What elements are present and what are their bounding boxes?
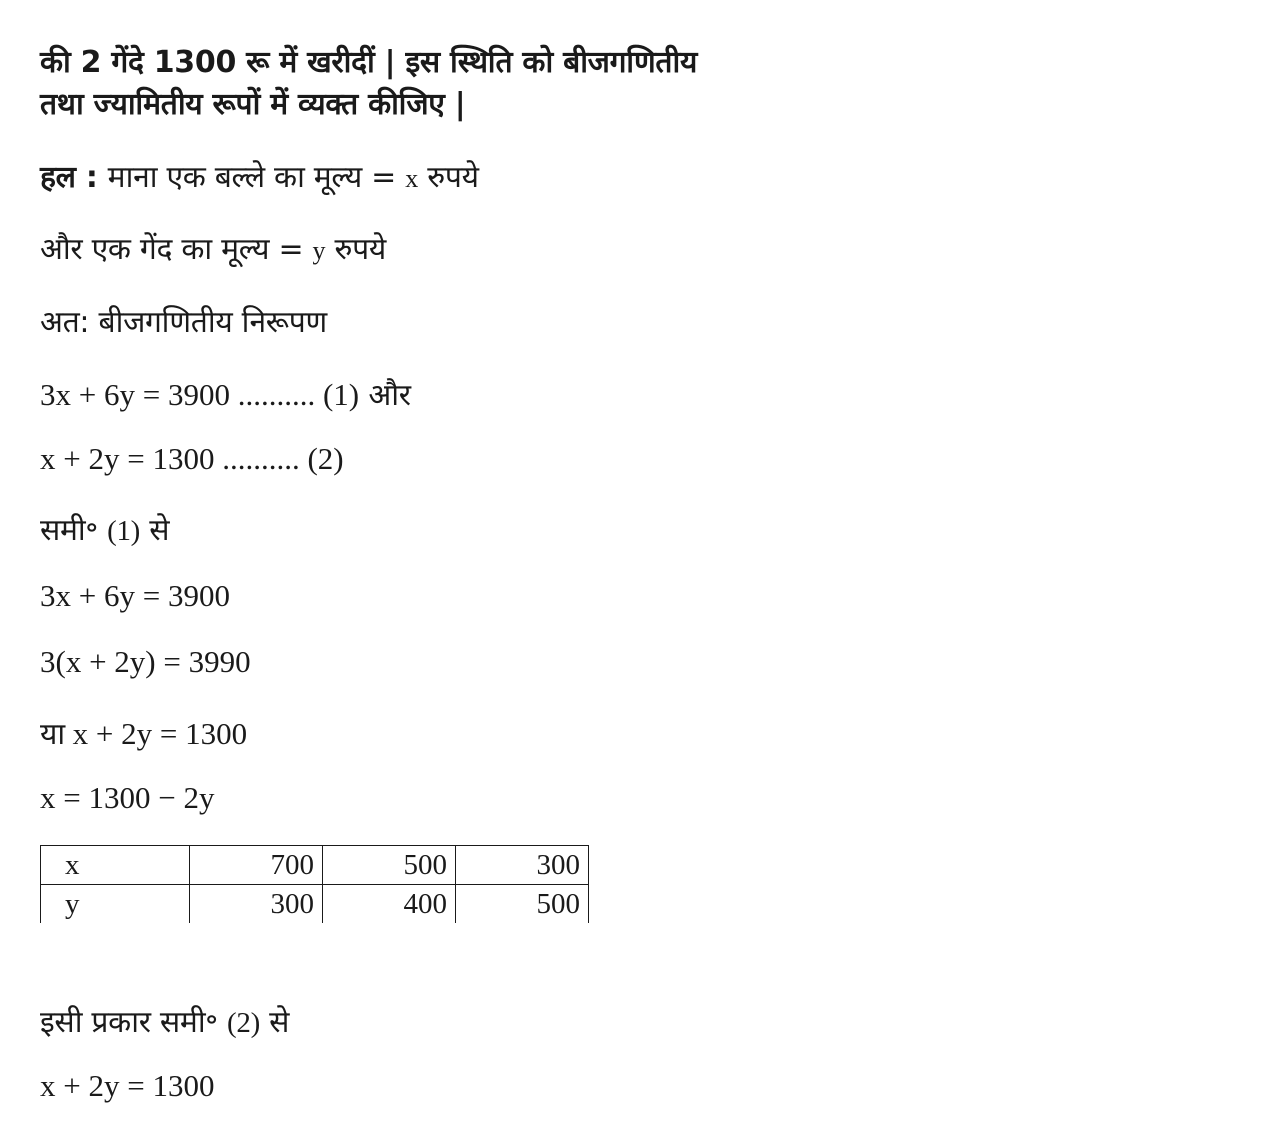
bat-unit: रुपये bbox=[417, 160, 479, 195]
ball-price-text: और एक गेंद का मूल्य = bbox=[40, 232, 313, 267]
table-cell: 300 bbox=[190, 885, 323, 924]
algebraic-representation-heading: अत: बीजगणितीय निरूपण bbox=[40, 305, 327, 340]
step-3-prefix: या bbox=[40, 717, 65, 752]
solution-ball-price bbox=[40, 227, 386, 268]
bat-price-text: माना एक बल्ले का मूल्य = bbox=[107, 160, 406, 195]
from-eq1-prefix: समी॰ bbox=[40, 513, 108, 548]
solution-bat-price bbox=[40, 155, 479, 196]
table-cell: 500 bbox=[456, 885, 589, 924]
table-cell-label: y bbox=[41, 885, 190, 924]
table-cell: 500 bbox=[323, 846, 456, 885]
values-table bbox=[40, 845, 589, 923]
table-cell: 300 bbox=[456, 846, 589, 885]
step-5: x + 2y = 1300 bbox=[40, 1068, 215, 1103]
from-eq2-prefix: इसी प्रकार समी॰ bbox=[40, 1005, 228, 1040]
step-3 bbox=[40, 712, 247, 753]
equation-2: x + 2y = 1300 .......... (2) bbox=[40, 441, 344, 476]
bat-variable: x bbox=[405, 164, 418, 193]
from-equation-1 bbox=[40, 508, 169, 549]
solution-label: हल bbox=[40, 160, 76, 195]
table-cell: 700 bbox=[190, 846, 323, 885]
question-line-2: तथा ज्यामितीय रूपों में व्यक्त कीजिए | bbox=[40, 87, 466, 122]
table-cell: 400 bbox=[323, 885, 456, 924]
table-cell-label: x bbox=[41, 846, 190, 885]
table-row bbox=[41, 846, 589, 885]
step-4: x = 1300 − 2y bbox=[40, 780, 215, 815]
from-eq1-suffix: से bbox=[140, 513, 170, 548]
ball-variable: y bbox=[312, 236, 326, 265]
from-eq2-number: (2) bbox=[227, 1007, 260, 1039]
solution-colon: : bbox=[75, 160, 108, 195]
ball-unit: रुपये bbox=[325, 232, 386, 267]
from-eq2-suffix: से bbox=[259, 1005, 290, 1040]
table-row bbox=[41, 885, 589, 924]
equation-1-text: 3x + 6y = 3900 .......... (1) bbox=[40, 377, 360, 412]
from-eq1-number: (1) bbox=[107, 515, 141, 547]
equation-1-suffix: और bbox=[359, 378, 411, 413]
question-line-1: की 2 गेंदे 1300 रू में खरीदीं | इस स्थिति को बीजगणितीय bbox=[40, 45, 698, 80]
step-1: 3x + 6y = 3900 bbox=[40, 578, 230, 613]
equation-1 bbox=[40, 373, 411, 414]
step-2: 3(x + 2y) = 3990 bbox=[40, 644, 251, 679]
step-3-text: x + 2y = 1300 bbox=[64, 716, 248, 751]
from-equation-2 bbox=[40, 1000, 289, 1041]
